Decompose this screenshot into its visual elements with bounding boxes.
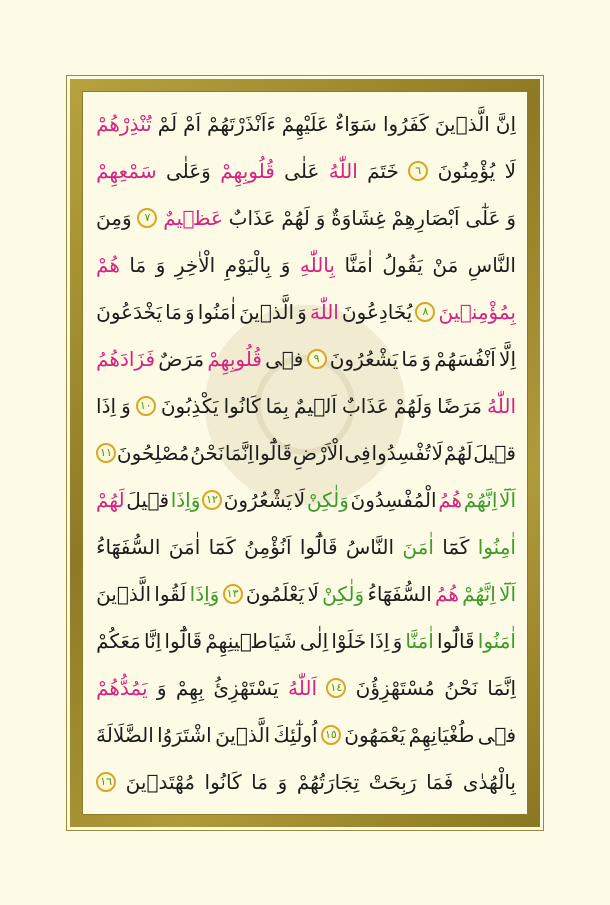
word: وَ — [155, 252, 166, 277]
word: كَانُوا — [204, 769, 242, 794]
word: اللّٰهُ — [328, 158, 358, 183]
word: اُولٰٓئِكَ — [273, 722, 318, 747]
word: اللّٰهُ — [487, 393, 516, 418]
word: لَهُمْ — [96, 487, 125, 512]
word: تِجَارَتُهُمْ — [296, 769, 360, 794]
text-line — [96, 711, 516, 758]
word: اِلَّا — [499, 346, 516, 371]
word: اٰمَنَ — [402, 534, 434, 559]
verse-number-marker: ١٤ — [326, 678, 346, 698]
word: لَهُمْ — [281, 205, 310, 230]
word: عَلَيْهِمْ — [281, 111, 329, 136]
word: وَلٰكِنْ — [322, 581, 365, 606]
word: اشْتَرَوُا — [157, 722, 212, 747]
word: الْاٰخِرِ — [174, 252, 216, 277]
word: مَعَكُمْ — [96, 628, 141, 653]
word: يَشْعُرُونَ — [223, 487, 293, 512]
word: قَالُٓوا — [164, 628, 203, 653]
word: قٖيلَ — [126, 487, 170, 512]
verse-number-marker: ١١ — [96, 443, 116, 463]
verse-number-marker: ١٥ — [321, 725, 341, 745]
word: وَ — [185, 299, 195, 324]
word: عَلٰٓى — [465, 205, 501, 230]
word: الَّذٖينَ — [434, 111, 490, 136]
word: هُمُ — [435, 581, 459, 606]
word: بِمُؤْمِنٖينَ — [438, 299, 516, 324]
word: كَمَٓا — [208, 534, 236, 559]
verse-number-marker: ٩ — [307, 349, 327, 369]
word: كَفَرُوا — [382, 111, 429, 136]
word: اَلَٓا — [499, 487, 516, 512]
text-line — [96, 100, 516, 147]
text-line — [96, 147, 516, 194]
word: الَّذٖينَ — [239, 299, 295, 324]
word: لَهُمْ — [443, 440, 473, 465]
text-line — [96, 335, 516, 382]
word: اِنَّهُمْ — [463, 487, 498, 512]
word: وَ — [156, 675, 167, 700]
word: نَحْنُ — [190, 440, 224, 465]
word: يُخَادِعُونَ — [341, 299, 413, 324]
word: فٖى — [477, 722, 516, 747]
word: اِلٰى — [299, 628, 329, 653]
word: مُهْتَدٖينَ — [125, 769, 195, 794]
word: مَا — [251, 769, 268, 794]
word: مَا — [401, 346, 419, 371]
word: اَلٖيمٌ — [293, 393, 337, 418]
word: رَبِحَتْ — [368, 769, 417, 794]
word: فَمَا — [426, 769, 454, 794]
word: الضَّلَالَةَ — [96, 722, 154, 747]
word: اٰمَنَّا — [344, 252, 373, 277]
word: غِشَاوَةٌ — [331, 205, 386, 230]
verse-number-marker: ٧ — [137, 208, 157, 228]
word: سَوَٓاءٌ — [334, 111, 377, 136]
word: يَقُولُ — [382, 252, 423, 277]
word: ءَاَنْذَرْتَهُمْ — [207, 111, 276, 136]
word: اٰمَنُوا — [197, 299, 236, 324]
word: وَ — [421, 346, 432, 371]
word: قُلُوبِهِمْ — [207, 346, 262, 371]
word: فِى — [344, 440, 371, 465]
word: اَمْ — [183, 111, 202, 136]
word: وَ — [121, 393, 131, 418]
verse-number-marker: ١٠ — [136, 396, 156, 416]
word: خَتَمَ — [367, 158, 399, 183]
word: اِنَّا — [144, 628, 162, 653]
verse-number-marker: ١٦ — [96, 772, 116, 792]
word: السُّفَهَٓاءُ — [96, 534, 161, 559]
word: يَشْعُرُونَ — [329, 346, 399, 371]
word: وَعَلٰى — [165, 158, 211, 183]
word: فَزَادَهُمُ — [96, 346, 156, 371]
text-line — [96, 570, 516, 617]
word: نَحْنُ — [444, 675, 478, 700]
word: طُغْيَانِهِمْ — [408, 722, 475, 747]
text-line — [96, 758, 516, 805]
word: بِهِمْ — [175, 675, 204, 700]
word: وَاِذَا — [189, 581, 220, 606]
word: الْاَرْضِ — [292, 440, 344, 465]
text-line — [96, 194, 516, 241]
verse-number-marker: ٨ — [415, 302, 435, 322]
word: هُمُ — [438, 487, 463, 512]
word: لَا — [504, 158, 516, 183]
word: وَمِنَ — [96, 205, 132, 230]
word: اِنَّهُمْ — [462, 581, 496, 606]
word: شَيَاطٖينِهِمْ — [205, 628, 297, 653]
word: اَللّٰهُ — [288, 675, 317, 700]
word: اَلَٓا — [499, 581, 516, 606]
word: يُؤْمِنُونَ — [437, 158, 496, 183]
text-line — [96, 523, 516, 570]
word: قَالُٓوا — [436, 628, 475, 653]
word: قَالُٓوا — [254, 440, 293, 465]
text-line — [96, 382, 516, 429]
word: يَسْتَهْزِئُ — [213, 675, 279, 700]
verse-number-marker: ١٣ — [223, 584, 243, 604]
word: بِالْهُدٰى — [462, 769, 516, 794]
word: خَلَوْا — [331, 628, 367, 653]
word: يَخْدَعُونَ — [96, 299, 163, 324]
word: اِذَا — [96, 393, 117, 418]
word: وَ — [315, 205, 326, 230]
word: وَ — [277, 769, 288, 794]
word: يَعْمَهُونَ — [344, 722, 406, 747]
text-line — [96, 429, 516, 476]
word: اٰمِنُوا — [477, 534, 516, 559]
word: وَلٰكِنْ — [306, 487, 349, 512]
word: عَلٰى — [284, 158, 320, 183]
verse-lines — [96, 100, 516, 806]
word: وَ — [297, 299, 307, 324]
word: يَعْلَمُونَ — [245, 581, 305, 606]
text-line — [96, 288, 516, 335]
word: قَالُٓوا — [299, 534, 338, 559]
word: يَمُدُّهُمْ — [96, 675, 148, 700]
word: تُفْسِدُوا — [371, 440, 431, 465]
word: عَذَابٌ — [341, 393, 389, 418]
word: بِالْيَوْمِ — [224, 252, 272, 277]
word: عَذَابٌ — [228, 205, 276, 230]
word: وَاِذَا — [170, 487, 201, 512]
word: كَمَٓا — [442, 534, 470, 559]
word: مَرَضًا — [437, 393, 482, 418]
word: سَمْعِهِمْ — [96, 158, 157, 183]
word: الَّذٖينَ — [96, 581, 152, 606]
word: اَنُؤْمِنُ — [244, 534, 292, 559]
word: لَا — [431, 440, 443, 465]
word: لَقُوا — [154, 581, 187, 606]
word: لَا — [293, 487, 306, 512]
word: السُّفَهَٓاءُ — [367, 581, 432, 606]
word: الْمُفْسِدُونَ — [350, 487, 437, 512]
word: وَ — [506, 205, 516, 230]
text-line — [96, 664, 516, 711]
verse-number-marker: ٦ — [408, 161, 428, 181]
word: عَظٖيمٌ — [163, 205, 223, 230]
word: مُصْلِحُونَ — [116, 440, 190, 465]
word: اللّٰهَ — [309, 299, 339, 324]
word: كَانُوا — [223, 393, 261, 418]
word: النَّاسُ — [345, 534, 395, 559]
word: مُسْتَهْزِؤُنَ — [355, 675, 435, 700]
text-line — [96, 617, 516, 664]
word: بِاللّٰهِ — [299, 252, 335, 277]
text-line — [96, 241, 516, 288]
word: اٰمَنَ — [168, 534, 201, 559]
word: فٖى — [265, 346, 304, 371]
word: تُنْذِرْهُمْ — [96, 111, 152, 136]
word: لَمْ — [157, 111, 178, 136]
word: مَرَضٌ — [158, 346, 205, 371]
text-line — [96, 476, 516, 523]
word: بِمَا — [265, 393, 289, 418]
word: اَبْصَارِهِمْ — [391, 205, 460, 230]
word: وَ — [280, 252, 291, 277]
word: اٰمَنَّا — [405, 628, 434, 653]
word: مَا — [129, 252, 147, 277]
word: وَلَهُمْ — [393, 393, 433, 418]
word: اِذَا — [369, 628, 390, 653]
word: مَنْ — [432, 252, 459, 277]
word: قٖيلَ — [473, 440, 516, 465]
word: الَّذٖينَ — [215, 722, 271, 747]
verse-number-marker: ١٢ — [202, 490, 222, 510]
word: قُلُوبِهِمْ — [220, 158, 275, 183]
word: مَا — [165, 299, 182, 324]
word: هُمْ — [96, 252, 120, 277]
word: اِنَّمَا — [487, 675, 516, 700]
word: يَكْذِبُونَ — [160, 393, 219, 418]
word: النَّاسِ — [467, 252, 516, 277]
word: وَ — [392, 628, 403, 653]
word: اٰمَنُوا — [477, 628, 516, 653]
word: اِنَّ — [495, 111, 516, 136]
word: لَا — [307, 581, 319, 606]
word: اِنَّمَا — [224, 440, 254, 465]
word: اَنْفُسَهُمْ — [434, 346, 496, 371]
